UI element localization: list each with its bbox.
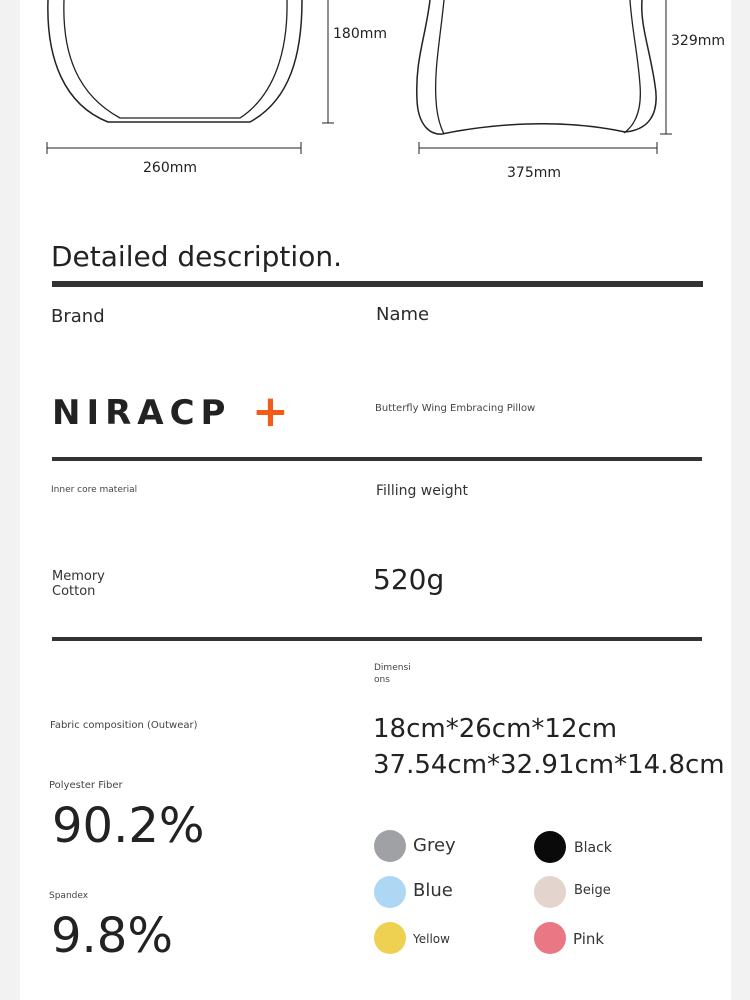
svg-text:+: + (252, 390, 289, 430)
fabric-item-percent: 90.2% (52, 798, 205, 854)
color-label-grey: Grey (413, 835, 456, 856)
svg-text:NIRACP: NIRACP (52, 393, 232, 430)
pillow-front-diagram (40, 0, 340, 160)
filling-weight-value: 520g (373, 563, 445, 596)
fabric-composition-label: Fabric composition (Outwear) (50, 720, 198, 731)
fabric-item-name: Polyester Fiber (49, 780, 123, 791)
color-swatch-grey[interactable] (374, 830, 406, 862)
left-width-label: 260mm (143, 160, 197, 176)
color-label-black: Black (574, 840, 612, 856)
brand-logo (52, 390, 292, 434)
color-swatch-pink[interactable] (534, 922, 566, 954)
divider (52, 281, 703, 287)
fabric-item-percent: 9.8% (51, 908, 173, 964)
product-detail-page (20, 0, 731, 1000)
divider (52, 457, 702, 461)
section-title: Detailed description. (51, 240, 342, 273)
color-label-blue: Blue (413, 880, 453, 901)
dimensions-value: 18cm*26cm*12cm 37.54cm*32.91cm*14.8cm (373, 714, 725, 780)
name-label: Name (376, 304, 430, 325)
filling-weight-label: Filling weight (376, 483, 469, 499)
color-label-beige: Beige (574, 883, 611, 898)
left-height-label: 180mm (333, 26, 387, 42)
color-swatch-blue[interactable] (374, 876, 406, 908)
color-swatch-black[interactable] (534, 831, 566, 863)
color-label-yellow: Yellow (413, 932, 450, 946)
divider (52, 637, 702, 641)
brand-label: Brand (51, 306, 105, 327)
inner-core-value: Memory Cotton (52, 569, 105, 599)
product-name-value: Butterfly Wing Embracing Pillow (375, 403, 536, 414)
color-swatch-beige[interactable] (534, 876, 566, 908)
pillow-side-diagram (410, 0, 710, 165)
color-label-pink: Pink (573, 930, 605, 948)
right-width-label: 375mm (507, 165, 561, 181)
color-swatch-yellow[interactable] (374, 922, 406, 954)
fabric-item-name: Spandex (49, 891, 89, 901)
dimensions-label: Dimensi ons (374, 663, 411, 685)
inner-core-label: Inner core material (51, 485, 138, 495)
right-height-label: 329mm (671, 33, 725, 49)
